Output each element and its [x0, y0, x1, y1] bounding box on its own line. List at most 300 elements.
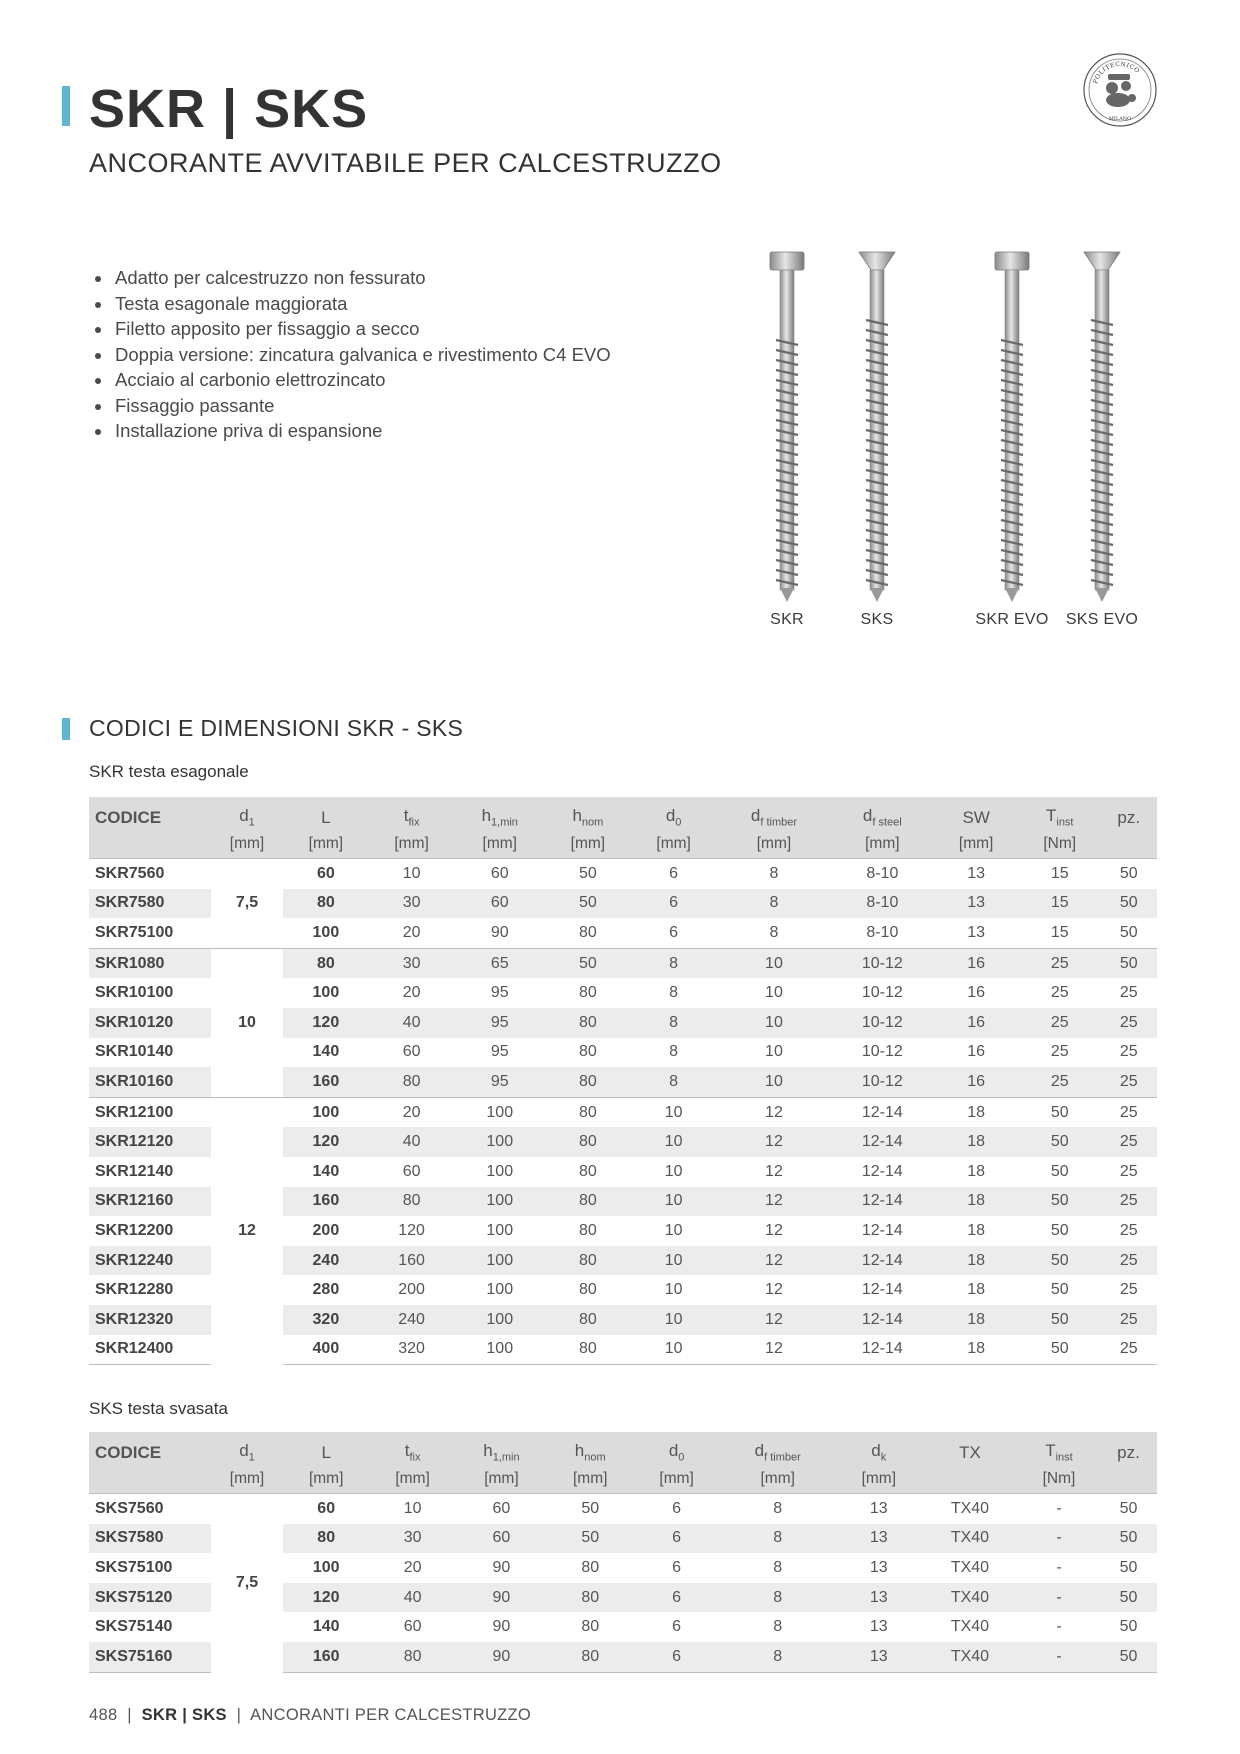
table-cell: 10-12: [831, 1067, 933, 1097]
header-symbol: TX: [959, 1443, 981, 1462]
table-cell: 80: [579, 923, 597, 941]
table-cell: 18: [933, 1187, 1019, 1217]
table-cell: -: [1056, 1499, 1062, 1517]
header-symbol: d: [668, 1440, 679, 1460]
table-cell: 25: [1050, 1043, 1069, 1061]
table-cell: 25: [1100, 1097, 1157, 1127]
table-cell: 40: [369, 1583, 455, 1613]
length-cell: 160: [283, 1187, 369, 1217]
table-cell: 8-10: [831, 889, 933, 919]
table-cell: 8: [631, 1008, 717, 1038]
table-cell: 50: [1019, 1305, 1100, 1335]
product-code: SKS7560: [95, 1499, 164, 1517]
column-unit-d1: [mm]: [211, 830, 283, 859]
table-cell: 20: [403, 1558, 422, 1576]
table-cell: 60: [490, 864, 509, 882]
header-subscript: nom: [581, 816, 604, 828]
table-cell: 100: [454, 1187, 545, 1217]
table-cell: 80: [545, 1008, 631, 1038]
header-symbol: pz.: [1117, 808, 1141, 827]
table-cell: 10: [664, 1281, 683, 1299]
header-symbol: d: [665, 805, 676, 825]
product-label: SKR EVO: [975, 611, 1049, 628]
column-header-hnom: [547, 1432, 633, 1465]
table-cell: 100: [454, 1246, 545, 1276]
table-cell: 100: [486, 1221, 514, 1239]
table-cell: 25: [1100, 1246, 1157, 1276]
length-cell: 160: [283, 1642, 369, 1672]
table-cell: 13: [836, 1642, 922, 1672]
sks-dimensions-table: [89, 1432, 1157, 1673]
header-symbol: t: [403, 805, 409, 825]
column-header-hnom: [545, 797, 631, 830]
table-cell: 8-10: [866, 864, 899, 882]
table-row: [89, 1097, 1157, 1127]
header-subscript: inst: [1055, 1451, 1073, 1463]
table-cell: 8: [773, 1618, 783, 1636]
table-cell: 13: [967, 923, 986, 941]
length-cell: 80: [283, 948, 369, 978]
header-subscript: 0: [675, 816, 682, 828]
table-cell: 6: [669, 923, 679, 941]
column-header-tinst: [1019, 797, 1100, 830]
product-label: SKS: [860, 611, 894, 628]
table-cell: 15: [1050, 864, 1069, 882]
page-subtitle: ANCORANTE AVVITABILE PER CALCESTRUZZO: [89, 148, 722, 178]
table-cell: 8: [773, 1558, 783, 1576]
length-cell: 100: [312, 1558, 340, 1576]
table-cell: 60: [402, 1043, 421, 1061]
title-accent-bar: [62, 86, 70, 126]
length-cell: 100: [312, 984, 340, 1002]
table-cell: 25: [1100, 1008, 1157, 1038]
table-cell: 80: [545, 1335, 631, 1365]
table-cell: 80: [545, 1187, 631, 1217]
table-cell: TX40: [950, 1618, 990, 1636]
header-symbol: d: [239, 805, 249, 825]
table-cell: 12-14: [861, 1281, 903, 1299]
table-cell: 10: [717, 1067, 832, 1097]
table-cell: 80: [545, 1127, 631, 1157]
diameter-cell: 12: [211, 1097, 283, 1364]
table-cell: 16: [933, 1067, 1019, 1097]
table-cell: 90: [456, 1642, 547, 1672]
table-cell: 30: [369, 1524, 455, 1554]
page-title: SKR | SKS: [89, 79, 369, 139]
table-cell: 25: [1119, 1162, 1138, 1180]
table-cell: 25: [1019, 1067, 1100, 1097]
table-cell: 100: [486, 1162, 514, 1180]
table-row: [89, 1494, 1157, 1524]
column-header-code: CODICE: [89, 1432, 211, 1465]
length-cell: 140: [312, 1162, 340, 1180]
table-cell: 50: [1100, 1583, 1157, 1613]
table-cell: 120: [398, 1221, 425, 1239]
column-unit-hnom: [mm]: [545, 830, 631, 859]
table-cell: 100: [454, 1335, 545, 1365]
column-unit-d1: [mm]: [211, 1465, 283, 1494]
column-unit-tfix: [mm]: [369, 1465, 455, 1494]
footer-separator: |: [127, 1706, 132, 1724]
table-cell: 50: [545, 889, 631, 919]
diameter-cell: 10: [211, 948, 283, 1097]
footer-category: ANCORANTI PER CALCESTRUZZO: [250, 1706, 532, 1724]
table-cell: 13: [967, 864, 986, 882]
table-cell: 90: [492, 1618, 511, 1636]
table-cell: 12-14: [861, 1162, 903, 1180]
feature-list: [89, 265, 611, 444]
table-cell: 25: [1019, 948, 1100, 978]
table-cell: 25: [1119, 1043, 1138, 1061]
table-cell: 50: [1019, 1097, 1100, 1127]
column-header-tfix: [369, 797, 455, 830]
table-cell: 95: [454, 1008, 545, 1038]
column-unit-dftimber: [mm]: [717, 830, 832, 859]
length-cell: 160: [283, 1067, 369, 1097]
table-cell: 25: [1100, 1067, 1157, 1097]
column-unit-L: [mm]: [283, 830, 369, 859]
table-cell: 30: [369, 889, 455, 919]
table-cell: 50: [1100, 1642, 1157, 1672]
column-unit-pz: [1100, 1465, 1157, 1494]
table-cell: 10: [664, 1162, 683, 1180]
column-unit-sw: [mm]: [933, 830, 1019, 859]
product-code: SKS75140: [95, 1618, 173, 1636]
table-cell: TX40: [950, 1499, 990, 1517]
table-cell: 15: [1050, 923, 1069, 941]
header-subscript: 0: [678, 1451, 685, 1463]
product-code: SKR7560: [95, 864, 165, 882]
table-cell: 10: [631, 1127, 717, 1157]
table-cell: 50: [1100, 1524, 1157, 1554]
table-cell: 80: [369, 1187, 455, 1217]
feature-item: • Doppia versione: zincatura galvanica e rivestimento C4 EVO: [113, 342, 611, 368]
header-symbol: d: [862, 805, 873, 825]
diameter-cell: 7,5: [211, 1494, 283, 1673]
product-code: SKR12160: [89, 1187, 211, 1217]
table-cell: 10: [403, 1499, 422, 1517]
header-subscript: fix: [408, 816, 420, 828]
footer-separator: |: [236, 1706, 242, 1724]
product-code: SKR12200: [95, 1221, 174, 1239]
table-cell: 60: [454, 889, 545, 919]
table-cell: 50: [1050, 1281, 1069, 1299]
table-cell: 10: [664, 1221, 683, 1239]
header-subscript: f steel: [872, 816, 902, 828]
section-accent-bar: [62, 718, 70, 740]
product-code: SKR12240: [89, 1246, 211, 1276]
table-cell: 80: [547, 1583, 633, 1613]
table-cell: 100: [486, 1281, 514, 1299]
header-symbol: L: [321, 1443, 331, 1462]
table-cell: 6: [633, 1524, 719, 1554]
table-cell: TX40: [950, 1558, 990, 1576]
table-cell: 60: [456, 1524, 547, 1554]
table-cell: 160: [369, 1246, 455, 1276]
table-cell: 12-14: [831, 1187, 933, 1217]
table-cell: 15: [1019, 889, 1100, 919]
length-cell: 60: [317, 1499, 336, 1517]
table-cell: 10: [717, 948, 832, 978]
header-subscript: nom: [584, 1451, 606, 1463]
product-code: SKS7580: [89, 1524, 211, 1554]
table-cell: 50: [1119, 864, 1138, 882]
table-cell: 50: [547, 1524, 633, 1554]
column-header-L: [283, 797, 369, 830]
header-subscript: inst: [1056, 816, 1074, 828]
column-header-dk: [836, 1432, 922, 1465]
table-cell: 50: [1119, 1558, 1138, 1576]
table-cell: 25: [1119, 984, 1138, 1002]
column-header-h1min: [454, 797, 545, 830]
table-cell: 18: [933, 1305, 1019, 1335]
table-cell: 50: [579, 864, 597, 882]
column-header-tx: [922, 1432, 1018, 1465]
table-cell: 10-12: [861, 984, 903, 1002]
product-code: SKS75160: [89, 1642, 211, 1672]
length-cell: 280: [312, 1281, 340, 1299]
table-cell: 12-14: [831, 1305, 933, 1335]
column-unit-dfsteel: [mm]: [831, 830, 933, 859]
column-unit-h1min: [mm]: [456, 1465, 547, 1494]
header-symbol: pz.: [1117, 1443, 1140, 1462]
table-cell: 20: [402, 984, 421, 1002]
product-code: SKR12320: [89, 1305, 211, 1335]
table-cell: 10-12: [831, 1008, 933, 1038]
table-cell: 12-14: [831, 1335, 933, 1365]
column-unit-d0: [mm]: [631, 830, 717, 859]
table-cell: 10: [765, 1043, 783, 1061]
svg-text:MILANO: MILANO: [1108, 116, 1132, 122]
table-cell: 50: [545, 948, 631, 978]
table-cell: 18: [933, 1127, 1019, 1157]
column-header-d1: [211, 1432, 283, 1465]
length-cell: 80: [283, 1524, 369, 1554]
product-code: SKR75100: [95, 923, 174, 941]
header-symbol: d: [239, 1440, 249, 1460]
header-subscript: 1,min: [491, 816, 518, 828]
table-cell: 50: [1019, 1187, 1100, 1217]
table-cell: 10-12: [861, 1043, 903, 1061]
column-unit-dk: [mm]: [836, 1465, 922, 1494]
table-cell: 30: [369, 948, 455, 978]
table-cell: TX40: [922, 1642, 1018, 1672]
column-header-dftimber: [717, 797, 832, 830]
length-cell: 140: [312, 1043, 340, 1061]
column-unit-hnom: [mm]: [547, 1465, 633, 1494]
table-cell: 12: [765, 1162, 783, 1180]
table-cell: 10: [631, 1305, 717, 1335]
table-cell: 95: [490, 1043, 509, 1061]
skr-table-caption: SKR testa esagonale: [89, 762, 249, 781]
table-cell: 320: [369, 1335, 455, 1365]
column-unit-d0: [mm]: [633, 1465, 719, 1494]
table-cell: 12-14: [831, 1127, 933, 1157]
column-header-d0: [633, 1432, 719, 1465]
table-cell: -: [1018, 1524, 1100, 1554]
table-cell: 20: [402, 923, 421, 941]
column-header-dftimber: [720, 1432, 836, 1465]
product-code: SKR12120: [89, 1127, 211, 1157]
table-cell: 80: [579, 1162, 597, 1180]
column-header-code: CODICE: [89, 797, 211, 830]
table-cell: 10: [717, 1008, 832, 1038]
table-cell: 8: [769, 923, 779, 941]
table-cell: 8-10: [866, 923, 899, 941]
table-cell: 12: [717, 1305, 832, 1335]
table-cell: 12: [717, 1127, 832, 1157]
table-cell: 25: [1119, 1221, 1138, 1239]
header-symbol: d: [750, 805, 761, 825]
feature-item: • Acciaio al carbonio elettrozincato: [113, 367, 611, 393]
feature-item: • Filetto apposito per fissaggio a secco: [113, 316, 611, 342]
column-unit-tinst: [Nm]: [1018, 1465, 1100, 1494]
sks-evo-screw-image: [1082, 250, 1122, 610]
table-row: [89, 859, 1157, 889]
page-footer: [89, 1706, 531, 1725]
table-cell: 50: [1050, 1162, 1069, 1180]
table-cell: 50: [1119, 1499, 1138, 1517]
table-cell: 6: [631, 889, 717, 919]
table-cell: 8: [669, 984, 679, 1002]
table-cell: 100: [454, 1097, 545, 1127]
table-cell: 80: [579, 984, 597, 1002]
table-cell: 8: [720, 1524, 836, 1554]
table-cell: 20: [369, 1097, 455, 1127]
column-header-d0: [631, 797, 717, 830]
table-cell: 6: [669, 864, 679, 882]
table-cell: 10: [402, 864, 421, 882]
table-cell: 80: [545, 1246, 631, 1276]
table-cell: 18: [967, 1221, 986, 1239]
column-unit-code: [89, 830, 211, 859]
table-cell: 16: [933, 1008, 1019, 1038]
product-code: SKS75120: [89, 1583, 211, 1613]
table-cell: 60: [403, 1618, 422, 1636]
table-cell: 80: [369, 1067, 455, 1097]
table-cell: 25: [1019, 1008, 1100, 1038]
table-cell: 12: [765, 1281, 783, 1299]
table-cell: 10: [631, 1187, 717, 1217]
table-cell: 8: [631, 1067, 717, 1097]
product-label: SKS EVO: [1065, 611, 1139, 628]
table-cell: 65: [454, 948, 545, 978]
table-cell: 80: [547, 1642, 633, 1672]
table-cell: 25: [1100, 1187, 1157, 1217]
header-subscript: 1,min: [492, 1451, 520, 1463]
table-cell: 50: [1050, 1221, 1069, 1239]
header-symbol: h: [572, 805, 582, 825]
product-code: SKR12100: [89, 1097, 211, 1127]
header-symbol: t: [404, 1440, 410, 1460]
column-header-d1: [211, 797, 283, 830]
table-cell: 8: [773, 1499, 783, 1517]
table-cell: 13: [933, 889, 1019, 919]
table-cell: 6: [672, 1618, 682, 1636]
table-cell: 13: [836, 1524, 922, 1554]
table-cell: 16: [967, 984, 986, 1002]
header-subscript: f timber: [764, 1451, 801, 1463]
table-cell: 90: [490, 923, 509, 941]
column-header-tinst: [1018, 1432, 1100, 1465]
table-cell: 18: [967, 1162, 986, 1180]
table-cell: 25: [1119, 1281, 1138, 1299]
table-cell: 50: [1119, 923, 1138, 941]
column-unit-h1min: [mm]: [454, 830, 545, 859]
table-cell: 80: [579, 1221, 597, 1239]
header-symbol: SW: [962, 808, 990, 827]
column-header-sw: [933, 797, 1019, 830]
table-cell: 10-12: [831, 948, 933, 978]
table-cell: 60: [402, 1162, 421, 1180]
table-cell: 12: [717, 1187, 832, 1217]
table-cell: 12-14: [861, 1221, 903, 1239]
table-cell: -: [1018, 1642, 1100, 1672]
skr-evo-screw-image: [992, 250, 1032, 610]
header-symbol: T: [1045, 805, 1057, 825]
header-subscript: 1: [248, 1451, 255, 1463]
product-code: SKS75100: [95, 1558, 173, 1576]
column-unit-tx: [922, 1465, 1018, 1494]
table-cell: 8: [717, 889, 832, 919]
table-cell: 13: [836, 1583, 922, 1613]
svg-text:POLITECNICO: POLITECNICO: [1091, 60, 1141, 85]
length-cell: 60: [316, 864, 335, 882]
table-row: [89, 948, 1157, 978]
column-unit-code: [89, 1465, 211, 1494]
table-cell: 80: [579, 1281, 597, 1299]
product-code: SKR12400: [89, 1335, 211, 1365]
product-code: SKR12280: [95, 1281, 174, 1299]
header-subscript: k: [880, 1451, 887, 1463]
table-cell: 25: [1100, 1127, 1157, 1157]
length-cell: 140: [312, 1618, 340, 1636]
product-code: SKR10140: [95, 1043, 174, 1061]
table-cell: 60: [492, 1499, 511, 1517]
length-cell: 100: [283, 1097, 369, 1127]
header-symbol: h: [483, 1440, 493, 1460]
table-cell: TX40: [922, 1583, 1018, 1613]
table-cell: 200: [398, 1281, 425, 1299]
header-subscript: fix: [409, 1451, 421, 1463]
column-header-dfsteel: [831, 797, 933, 830]
table-cell: 50: [1119, 1618, 1138, 1636]
header-symbol: d: [754, 1440, 765, 1460]
length-cell: 200: [312, 1221, 340, 1239]
product-code: SKR1080: [89, 948, 211, 978]
product-label: SKR: [770, 611, 804, 628]
page-number: 488: [89, 1706, 118, 1724]
length-cell: 240: [283, 1246, 369, 1276]
table-cell: 6: [633, 1642, 719, 1672]
table-cell: 100: [454, 1305, 545, 1335]
header-symbol: d: [871, 1440, 881, 1460]
column-header-L: [283, 1432, 369, 1465]
table-cell: 8: [769, 864, 779, 882]
table-cell: 80: [545, 1097, 631, 1127]
table-cell: 50: [1100, 889, 1157, 919]
table-cell: 12: [765, 1221, 783, 1239]
skr-screw-image: [767, 250, 807, 610]
table-cell: 18: [933, 1097, 1019, 1127]
table-cell: -: [1056, 1558, 1062, 1576]
column-unit-L: [mm]: [283, 1465, 369, 1494]
sks-table-caption: SKS testa svasata: [89, 1399, 228, 1418]
table-cell: 100: [454, 1127, 545, 1157]
skr-dimensions-table: [89, 797, 1157, 1365]
feature-item: • Adatto per calcestruzzo non fessurato: [113, 265, 611, 291]
table-cell: 8: [720, 1583, 836, 1613]
